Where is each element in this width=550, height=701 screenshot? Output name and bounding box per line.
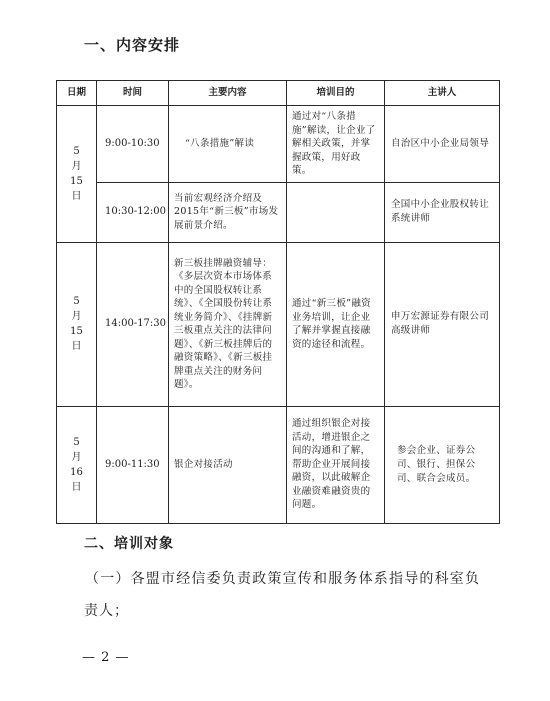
table-row [57,406,500,523]
speaker-cell: 全国中小企业股权转让系统讲师 [385,182,500,242]
paragraph-line-1: （一）各盟市经信委负责政策宣传和服务体系指导的科室负 [85,571,481,587]
speaker-cell: 申万宏源证券有限公司高级讲师 [385,242,500,406]
goal-cell: 通过“新三板”融资业务培训，让企业了解并掌握直接融资的途径和流程。 [287,242,385,406]
time-cell: 14:00-17:30 [97,242,169,406]
goal-cell: 通过对“八条措施”解读，让企业了解相关政策，并掌握政策，用好政策。 [287,106,385,183]
page-number: — 2 — [82,650,130,665]
time-cell: 9:00-11:30 [97,406,169,523]
header-time: 时间 [97,81,169,106]
content-cell: 当前宏观经济介绍及2015年“新三板”市场发展前景介绍。 [169,182,287,242]
content-cell: “八条措施”解读 [169,106,287,183]
header-speaker: 主讲人 [385,81,500,106]
time-cell: 10:30-12:00 [97,182,169,242]
date-cell: 5 月 16 日 [57,406,97,523]
table-row [57,106,500,183]
date-cell: 5 月 15 日 [57,106,97,243]
header-content: 主要内容 [169,81,287,106]
goal-cell: 通过组织银企对接活动，增进银企之间的沟通和了解，帮助企业开展间接融资，以此破解企业融资难融资贵的问题。 [287,406,385,523]
table-header-row [57,81,500,106]
paragraph-line-2: 责人； [84,603,129,619]
section-heading-content: 一、内容安排 [84,36,181,54]
speaker-cell: 参会企业、证券公司、银行、担保公司、联合会成员。 [385,406,500,523]
time-cell: 9:00-10:30 [97,106,169,183]
header-date: 日期 [57,81,97,106]
table-row [57,242,500,406]
date-cell: 5 月 15 日 [57,242,97,406]
table-row [57,182,500,242]
header-goal: 培训目的 [287,81,385,106]
content-cell: 新三板挂牌融资辅导：《多层次资本市场体系中的全国股权转让系统》、《全国股份转让系统业务简介》、《挂牌新三板重点关注的法律问题》、《新三板挂牌后的融资策略》、《新三板挂牌重点关注的财务问题》。 [169,242,287,406]
speaker-cell: 自治区中小企业局领导 [385,106,500,183]
section-heading-audience: 二、培训对象 [84,536,174,552]
goal-cell-empty [287,182,385,242]
schedule-table [56,80,500,524]
content-cell: 银企对接活动 [169,406,287,523]
